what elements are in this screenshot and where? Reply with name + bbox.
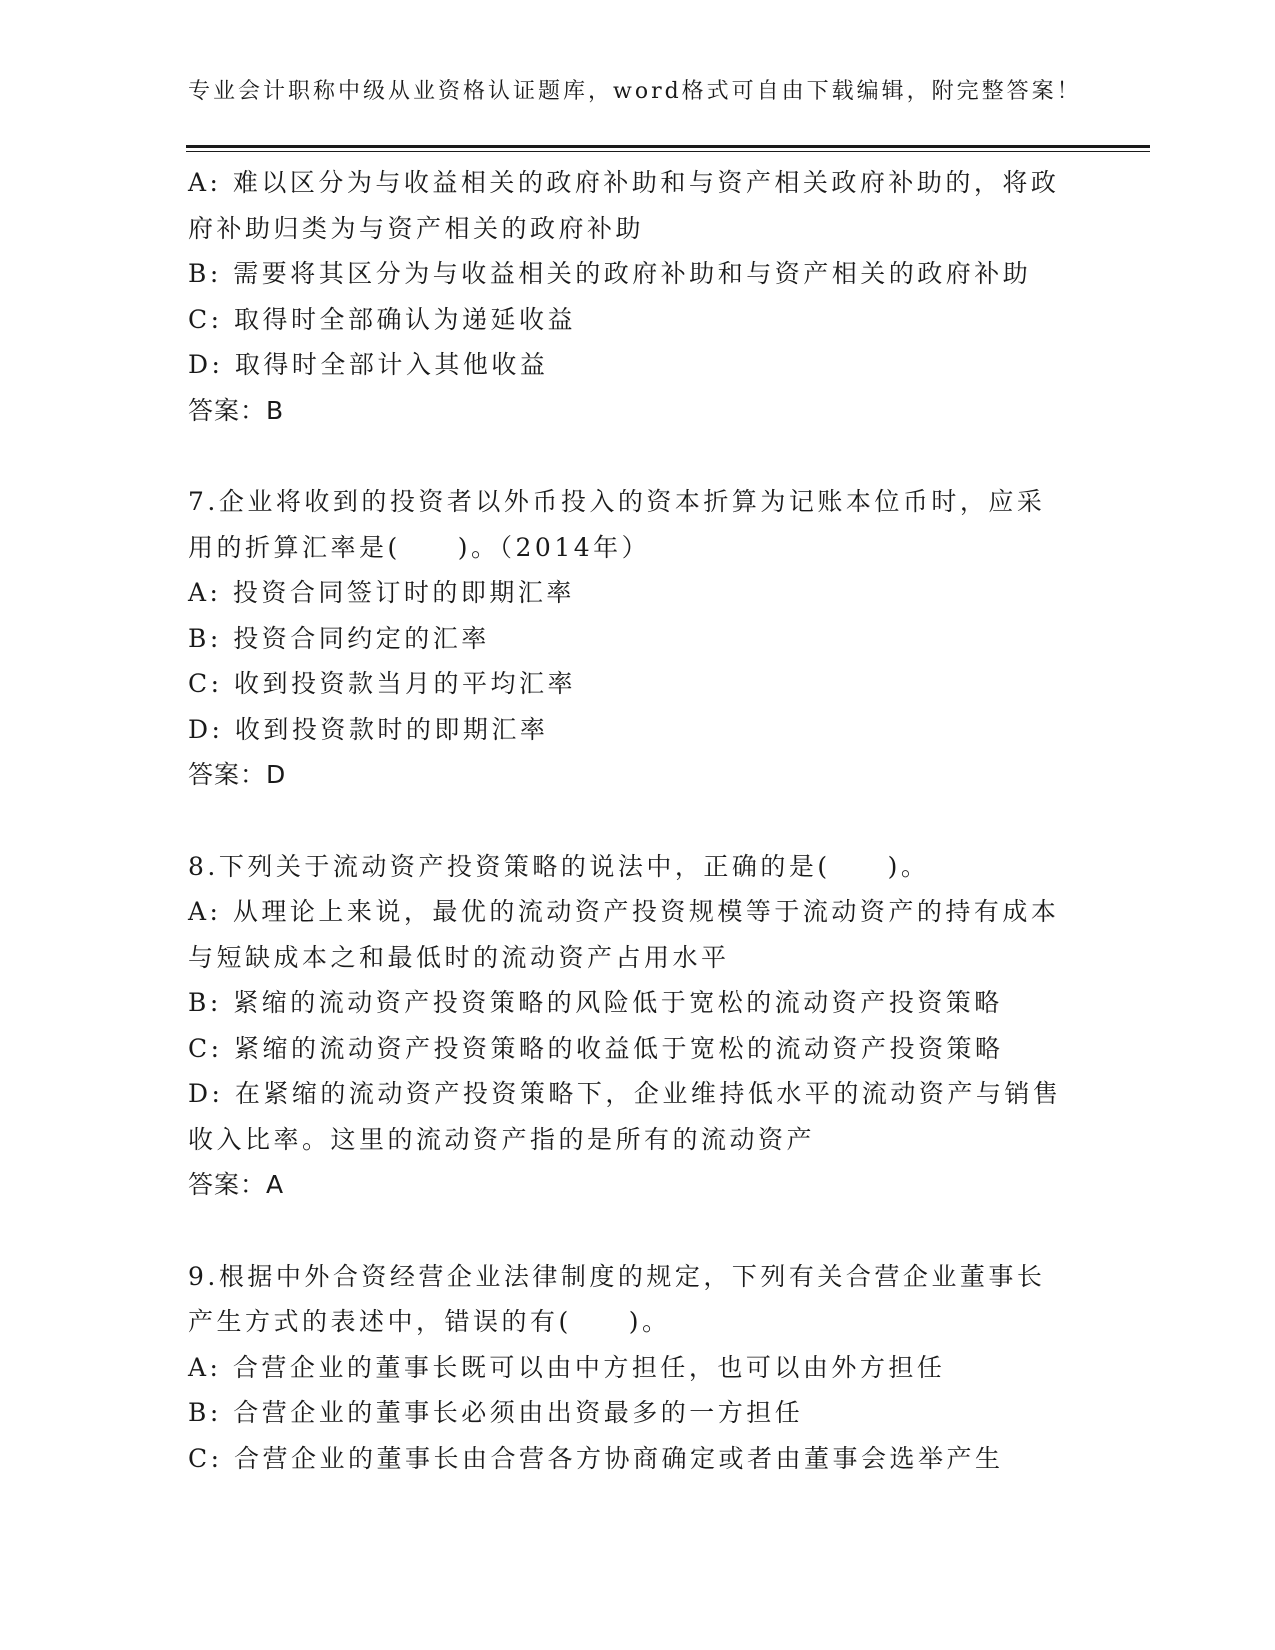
- option-c: C: 紧缩的流动资产投资策略的收益低于宽松的流动资产投资策略: [188, 1033, 1004, 1063]
- question-stem-line-1: 9.根据中外合资经营企业法律制度的规定，下列有关合营企业董事长: [188, 1261, 1046, 1291]
- spacer: [188, 433, 1088, 479]
- question-7: [188, 479, 1088, 798]
- option-a-line-1: A: 从理论上来说，最优的流动资产投资规模等于流动资产的持有成本: [188, 897, 1060, 926]
- option-b: B: 合营企业的董事长必须由出资最多的一方担任: [188, 1398, 804, 1427]
- header-rule-thick: [186, 145, 1150, 148]
- answer: 答案：D: [188, 760, 287, 789]
- question-stem-line-2: 产生方式的表述中，错误的有( )。: [188, 1307, 671, 1336]
- question-9: [188, 1254, 1088, 1482]
- option-c: C: 取得时全部确认为递延收益: [188, 304, 576, 334]
- option-c: C: 合营企业的董事长由合营各方协商确定或者由董事会选举产生: [188, 1443, 1004, 1473]
- option-d-line-1: D: 在紧缩的流动资产投资策略下，企业维持低水平的流动资产与销售: [188, 1079, 1062, 1108]
- document-body: [188, 160, 1088, 1481]
- header-rule-thin: [186, 151, 1150, 152]
- option-c: C: 收到投资款当月的平均汇率: [188, 669, 576, 698]
- spacer: [188, 798, 1088, 844]
- spacer: [188, 1208, 1088, 1254]
- option-a: A: 投资合同签订时的即期汇率: [188, 578, 575, 607]
- option-a-line-1: A: 难以区分为与收益相关的政府补助和与资产相关政府补助的，将政: [188, 168, 1060, 197]
- option-b: B: 需要将其区分为与收益相关的政府补助和与资产相关的政府补助: [188, 259, 1032, 288]
- option-d: D: 收到投资款时的即期汇率: [188, 714, 549, 744]
- option-d-line-2: 收入比率。这里的流动资产指的是所有的流动资产: [188, 1124, 816, 1154]
- answer: 答案：A: [188, 1170, 285, 1199]
- question-8: [188, 844, 1088, 1208]
- question-stem: 8.下列关于流动资产投资策略的说法中，正确的是( )。: [188, 851, 930, 881]
- option-b: B: 投资合同约定的汇率: [188, 623, 490, 653]
- option-d: D: 取得时全部计入其他收益: [188, 350, 549, 379]
- option-b: B: 紧缩的流动资产投资策略的风险低于宽松的流动资产投资策略: [188, 988, 1003, 1017]
- answer: 答案：B: [188, 395, 285, 425]
- question-stem-line-2: 用的折算汇率是( )。（2014年）: [188, 532, 651, 562]
- option-a-line-2: 府补助归类为与资产相关的政府补助: [188, 213, 645, 243]
- question-stem-line-1: 7.企业将收到的投资者以外币投入的资本折算为记账本位币时，应采: [188, 487, 1046, 516]
- option-a: A: 合营企业的董事长既可以由中方担任，也可以由外方担任: [188, 1352, 946, 1382]
- question-6: [188, 160, 1088, 433]
- page-header: 专业会计职称中级从业资格认证题库，word格式可自由下载编辑，附完整答案！: [188, 79, 1082, 104]
- option-a-line-2: 与短缺成本之和最低时的流动资产占用水平: [188, 942, 730, 972]
